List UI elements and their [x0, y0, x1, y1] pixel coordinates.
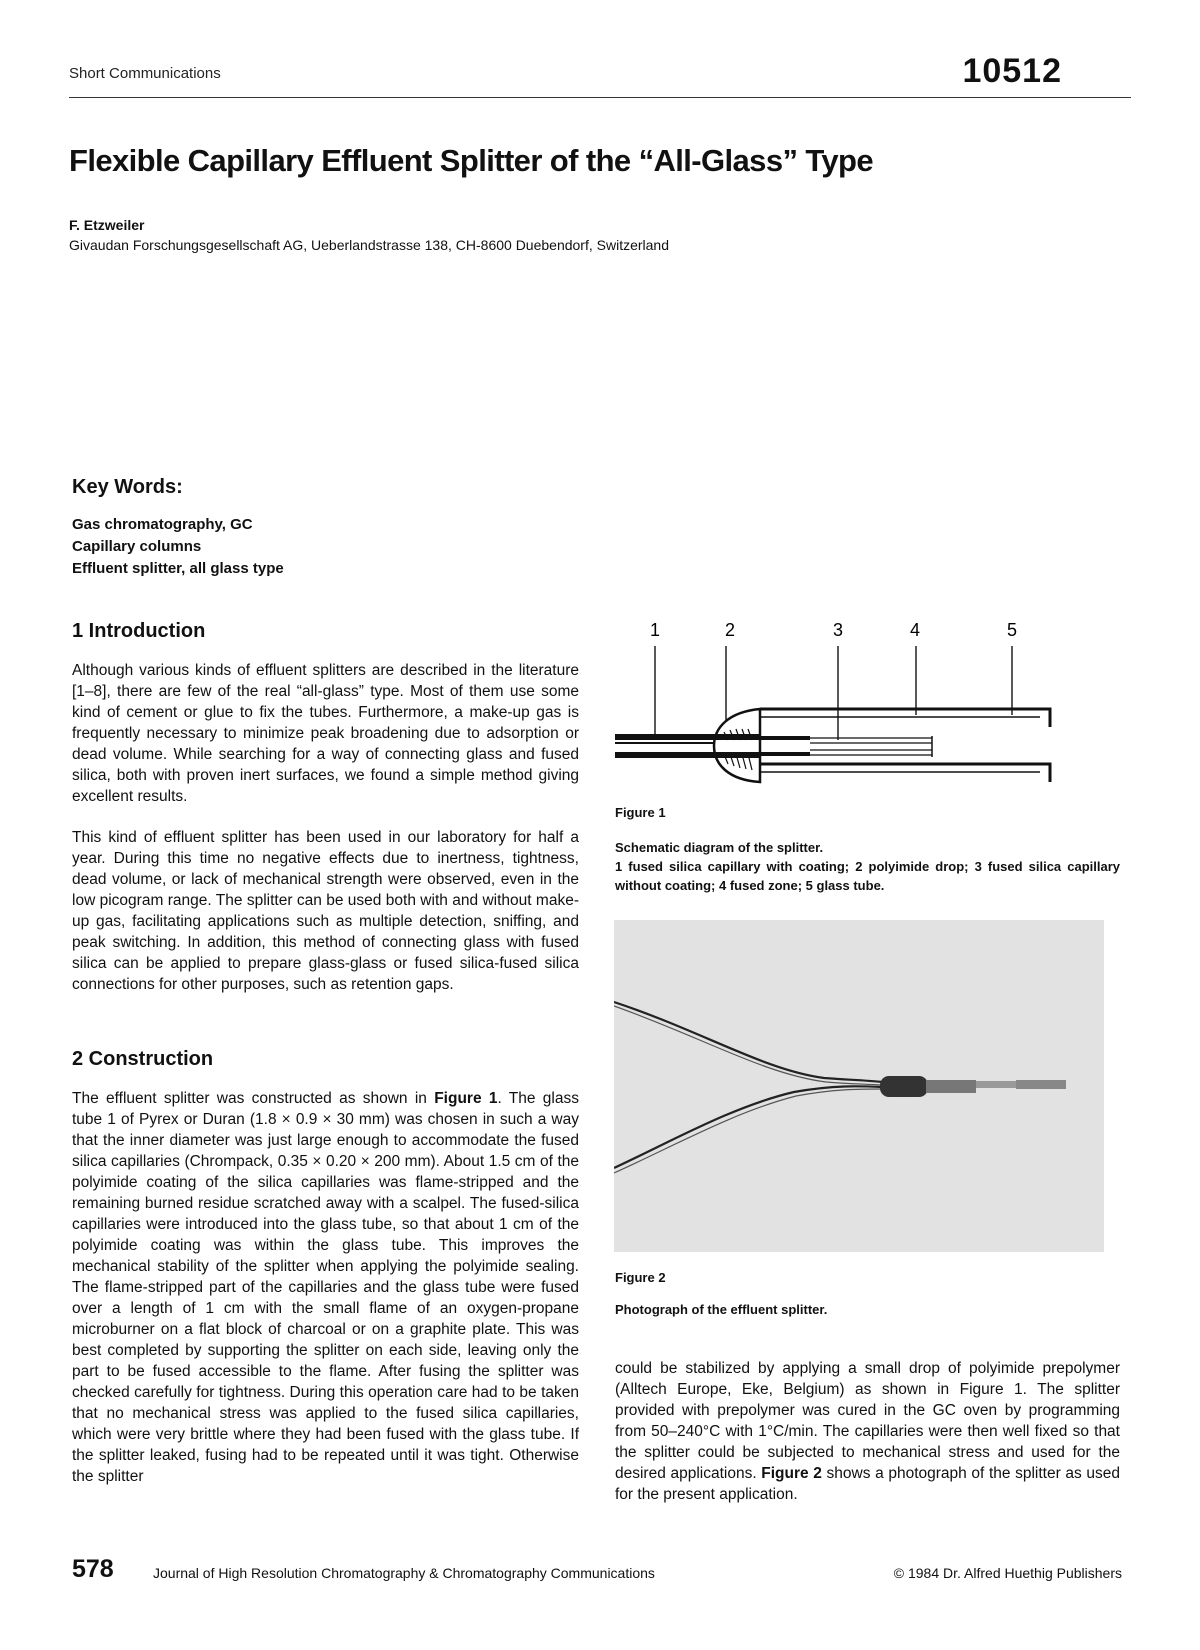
continuation-text-end: shows a photograph of the splitter as used for the present application. — [615, 1465, 1121, 1503]
figure-1-diagram — [610, 612, 1070, 802]
copyright-notice: © 1984 Dr. Alfred Huethig Publishers — [893, 1565, 1122, 1581]
introduction-paragraph-2: This kind of effluent splitter has been used in our laboratory for half a year. During this time no negative effects due to inertness, tightness, dead volume, or lack of mechanical strength were observed, even in the low picogram range. The splitter can be used both with and without make-up gas, facilitating applications such as multiple detection, sniffing, and peak switching. In addition, this method of connecting glass with fused silica can be applied to prepare glass-glass or fused silica-fused silica connections for other purposes, such as retention gaps. — [72, 829, 579, 993]
figure-2-photograph — [614, 920, 1104, 1252]
construction-heading: 2 Construction — [72, 1048, 214, 1070]
keyword-item: Capillary columns — [72, 538, 202, 555]
callout-1: 1 — [649, 620, 661, 640]
figure-1-caption — [615, 838, 1120, 895]
construction-paragraph — [72, 1088, 579, 1487]
figure-2-caption: Photograph of the effluent splitter. — [615, 1302, 828, 1317]
construction-text-rest: . The glass tube 1 of Pyrex or Duran (1.8 × 0.9 × 30 mm) was chosen in such a way that the inner diameter was just large enough to accommodate the fused silica capillaries (Chrompack, 0.35 × 0.20 × 200 mm). About 1.5 cm of the polyimide coating of the silica capillaries was flame-stripped and the remaining burned residue scratched away with a scalpel. The fused-silica capillaries were introduced into the glass tube, so that about 1 cm of the polyimide coating was within the glass tube. This improves the mechanical stability of the splitter when applying the polyimide sealing. The flame-stripped part of the capillaries and the glass tube were fused over a length of 1 cm with the small flame of an oxygen-propane microburner on a flat block of charcoal or on a graphite plate. This was best completed by supporting the splitter on each side, leaving only the part to be fused accessible to the flame. After fusing the splitter was checked carefully for tightness. During this operation care had to be taken that no mechanical stress was applied to the fused silica capillaries, which were very brittle where they had been fused with the glass tube. If the splitter leaked, fusing had to be repeated until it was tight. Otherwise the splitter — [72, 1090, 579, 1485]
continuation-paragraph — [615, 1358, 1120, 1505]
figure-1-reference: Figure 1 — [434, 1090, 498, 1107]
figure-2-reference: Figure 2 — [761, 1465, 822, 1482]
header-rule — [69, 97, 1131, 98]
introduction-paragraph-1: Although various kinds of effluent splitters are described in the literature [1–8], there are few of the real “all-glass” type. Most of them use some kind of cement or glue to fix the tubes. Furthermore, a make-up gas is frequently necessary to minimize peak broadening due to adsorption or dead volume. While searching for a way of connecting glass and fused silica, both with proven inert surfaces, we found a simple method giving excellent results. — [72, 662, 579, 805]
figure-1-caption-text: 1 fused silica capillary with coating; 2 polyimide drop; 3 fused silica capillary without coating; 4 fused zone; 5 glass tube. — [615, 859, 1120, 893]
figure-1-caption-title: Schematic diagram of the splitter. — [615, 840, 824, 855]
construction-text-start: The effluent splitter was constructed as shown in — [72, 1090, 435, 1107]
figure-1-label: Figure 1 — [615, 805, 666, 820]
introduction-heading: 1 Introduction — [72, 620, 206, 642]
continuation-text-start: could be stabilized by applying a small drop of polyimide prepolymer (Alltech Europe, Eke, Belgium) as shown in Figure 1. The splitter provided with prepolymer was cured in the GC oven by programming from 50–240°C with 1°C/min. The capillaries were then well fixed so that the splitter could be subjected to mechanical stress and used for the desired applications. — [615, 1360, 1120, 1482]
fused-silica-capillaries — [615, 734, 932, 758]
callout-2: 2 — [724, 620, 736, 640]
keyword-item: Effluent splitter, all glass type — [72, 560, 284, 577]
keywords-list — [72, 514, 284, 580]
author-name: F. Etzweiler — [69, 217, 145, 233]
callout-labels — [650, 620, 1017, 640]
running-head: Short Communications — [69, 65, 221, 82]
article-code: 10512 — [962, 52, 1062, 90]
figure-2-label: Figure 2 — [615, 1270, 666, 1285]
page-number: 578 — [72, 1555, 114, 1583]
callout-3: 3 — [832, 620, 844, 640]
author-affiliation: Givaudan Forschungsgesellschaft AG, Ueberlandstrasse 138, CH-8600 Duebendorf, Switzerland — [69, 237, 669, 253]
article-title: Flexible Capillary Effluent Splitter of the “All-Glass” Type — [69, 143, 874, 178]
glass-tube — [760, 709, 1050, 782]
callout-4: 4 — [909, 620, 921, 640]
keyword-item: Gas chromatography, GC — [72, 516, 253, 533]
callout-5: 5 — [1006, 620, 1018, 640]
leader-lines — [655, 646, 1012, 740]
keywords-heading: Key Words: — [72, 476, 183, 498]
journal-name: Journal of High Resolution Chromatography & Chromatography Communications — [153, 1565, 655, 1581]
polyimide-drop — [714, 709, 760, 782]
